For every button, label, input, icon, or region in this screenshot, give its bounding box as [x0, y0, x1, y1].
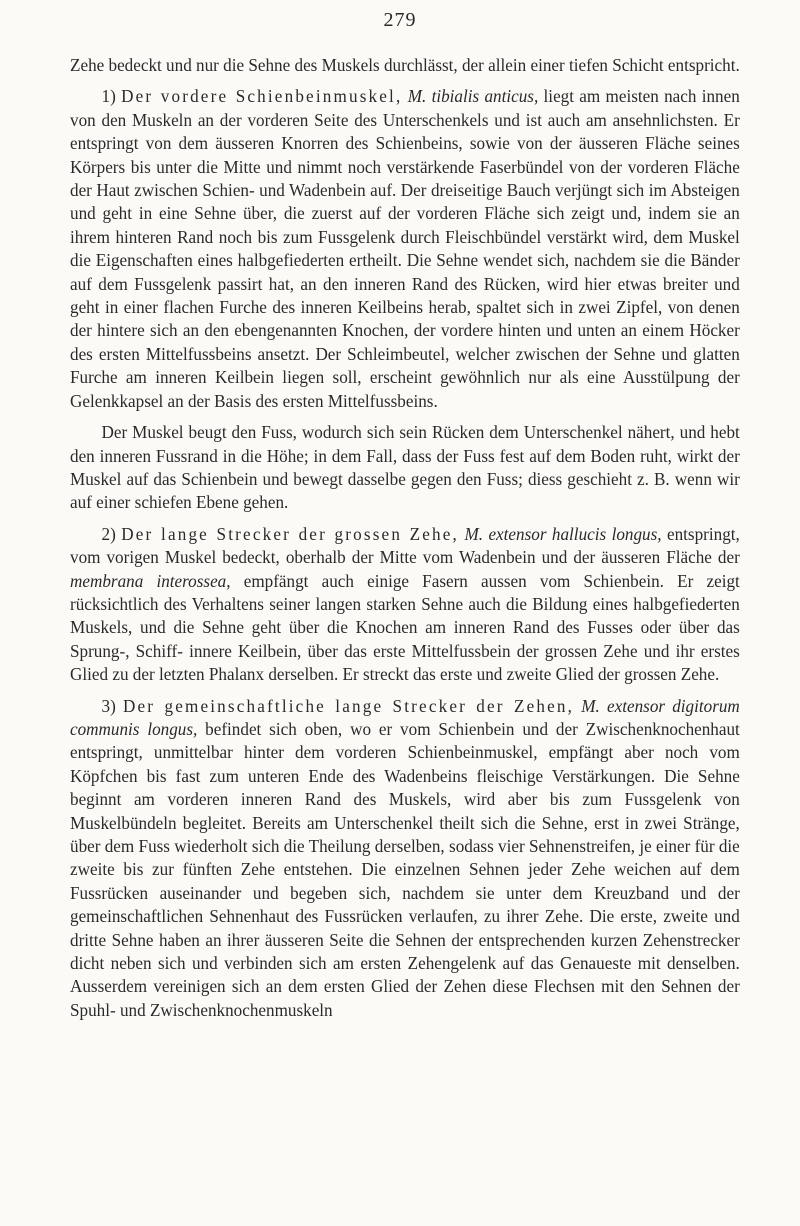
paragraph-muscle-function	[70, 421, 740, 515]
item-number: 2)	[101, 523, 122, 544]
paragraph-continuation	[70, 54, 740, 77]
text-segment: Der Muskel beugt den Fuss, wodurch sich sein Rücken dem Unterschenkel nähert, und hebt den inneren Fussrand in die Höhe; in dem Fall, dass der Fuss fest auf dem Boden ruht, wirkt der Muskel auf das Schienbein und bewegt dasselbe gegen den Fuss; diess geschieht z. B. wenn wir auf einer schiefen Ebene gehen.	[70, 422, 740, 513]
text-segment: empfängt auch einige Fasern aussen vom Schienbein. Er zeigt rücksichtlich des Verhaltens seiner langen starken Sehne auch die Bildung eines halbgefiederten Muskels, und die Sehne geht über die Knochen am inneren Rand des Fusses oder über das Sprung-, Schiff- innere Keilbein, über das erste Mittelfussbein der grossen Zehe und ihr erstes Glied zu der letzten Phalanx derselben. Er streckt das erste und zweite Glied der grossen Zehe.	[70, 570, 740, 685]
paragraph-extensor-digitorum	[70, 695, 740, 1023]
page-number: 279	[383, 9, 417, 31]
muscle-name-spaced: Der vordere Schienbeinmuskel,	[121, 86, 403, 107]
text-segment: liegt am meisten nach innen von den Muskeln an der vorderen Seite des Unterschenkels und ist auch am ansehnlichsten. Er entspringt von dem äusseren Knorren des Schienbeins, sowie von der äusseren Fläche seines Körpers bis unter die Mitte und nimmt noch verstärkende Faserbündel von der vorderen Fläche der Haut zwischen Schien- und Wadenbein auf. Der dreiseitige Bauch verjüngt sich im Absteigen und geht in eine Sehne über, die zuerst auf der vorderen Fläche sich zeigt und, indem sie an ihrem hinteren Rand noch bis zum Fussgelenk durch Fleischbündel verstärkt wird, dem Muskel die Eigenschaften eines halbgefiederten ertheilt. Die Sehne wendet sich, nachdem sie die Bänder auf dem Fussgelenk passirt hat, an den inneren Rand des Rücken, wird hier etwas breiter und geht in einer flachen Furche des inneren Keilbeins herab, spaltet sich in zwei Zipfel, von denen der hintere sich an den ebengenannten Knochen, der vordere hinten und unten an einem Höcker des ersten Mittelfussbeins ansetzt. Der Schleimbeutel, welcher zwischen der Sehne und glatten Furche am inneren Keilbein liegen soll, erscheint gewöhnlich nur als eine Ausstülpung der Gelenkkapsel an der Basis des ersten Mittelfussbeins.	[70, 86, 740, 411]
latin-name: M. extensor digitorum communis longus,	[70, 695, 740, 739]
muscle-name-spaced: Der lange Strecker der grossen Zehe,	[121, 523, 460, 544]
text-segment	[574, 696, 581, 716]
item-number: 1)	[101, 86, 122, 107]
muscle-name-spaced: Der gemeinschaftliche lange Strecker der Zehen,	[122, 695, 575, 716]
text-segment: Zehe bedeckt und nur die Sehne des Muskels durchlässt, der allein einer tiefen Schicht entspricht.	[70, 55, 740, 75]
item-number: 3)	[101, 695, 123, 716]
latin-name: M. tibialis anticus,	[407, 86, 539, 107]
text-segment: entspringt, vom vorigen Muskel bedeckt, oberhalb der Mitte vom Wadenbein und der äusseren Fläche der	[70, 523, 740, 568]
paragraph-extensor-hallucis	[70, 523, 740, 687]
latin-name: M. extensor hallucis longus,	[464, 523, 662, 544]
text-segment: befindet sich oben, wo er vom Schienbein und der Zwischenknochenhaut entspringt, unmittelbar hinter dem vorderen Schienbeinmuskel, empfängt aber noch vom Köpfchen bis fast zum unteren Ende des Wadenbeins fleischige Verstärkungen. Die Sehne beginnt am vorderen inneren Rand des Muskels, wird aber bis zum Fussgelenk von Muskelbündeln begleitet. Bereits am Unterschenkel theilt sich die Sehne, erst in zwei Stränge, über dem Fuss wiederholt sich die Theilung derselben, sodass vier Sehnenstreifen, je einer für die zweite bis zur fünften Zehe entstehen. Die einzelnen Sehnen jeder Zehe weichen auf dem Fussrücken auseinander und begeben sich, nachdem sie unter dem Kreuzband und der gemeinschaftlichen Sehnenhaut des Fussrücken verlaufen, zu ihrer Zehe. Die erste, zweite und dritte Sehne haben an ihrer äusseren Seite die Sehnen der entsprechenden kurzen Zehenstrecker dicht neben sich und verbinden sich am ersten Zehengelenk auf das Genaueste mit denselben. Ausserdem vereinigen sich an dem ersten Glied der Zehen diese Flechsen mit den Sehnen der Spuhl- und Zwischenknochenmuskeln	[70, 718, 740, 1020]
body-text	[70, 54, 750, 1022]
latin-term: membrana interossea,	[70, 570, 231, 591]
paragraph-tibialis-anticus	[70, 85, 740, 413]
